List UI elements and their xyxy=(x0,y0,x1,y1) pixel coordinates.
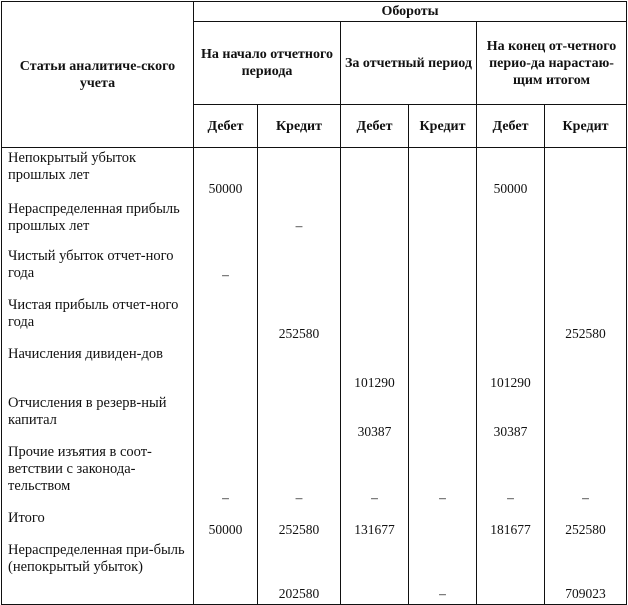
cell-value: 181677 xyxy=(490,522,531,537)
cell-value: 252580 xyxy=(565,326,606,341)
column-group-reporting-period: За отчетный период xyxy=(341,22,477,105)
table-cell xyxy=(194,393,258,442)
table-cell xyxy=(258,508,341,540)
column-header-debit: Дебет xyxy=(341,105,409,148)
cell-value: – xyxy=(582,490,589,505)
table-cell xyxy=(258,442,341,508)
row-label: Начисления дивиден-дов xyxy=(2,344,194,393)
column-header-credit: Кредит xyxy=(545,105,627,148)
cell-value: – xyxy=(439,490,446,505)
table-cell xyxy=(409,508,477,540)
table-cell xyxy=(545,393,627,442)
table-cell xyxy=(409,393,477,442)
table-cell xyxy=(545,295,627,344)
table-cell xyxy=(477,344,545,393)
table-cell xyxy=(194,344,258,393)
table-row xyxy=(2,344,627,393)
table-cell xyxy=(409,148,477,200)
table-row xyxy=(2,393,627,442)
table-cell xyxy=(409,442,477,508)
cell-value: 50000 xyxy=(493,181,528,196)
table-row xyxy=(2,148,627,200)
table-cell xyxy=(341,246,409,295)
column-header-debit: Дебет xyxy=(477,105,545,148)
cell-value: 30387 xyxy=(493,424,528,439)
row-label: Чистый убыток отчет-ного года xyxy=(2,246,194,295)
table-cell xyxy=(194,295,258,344)
table-cell xyxy=(409,246,477,295)
table-cell xyxy=(194,442,258,508)
table-cell xyxy=(545,442,627,508)
table-cell xyxy=(545,199,627,246)
table-cell xyxy=(258,344,341,393)
table-cell xyxy=(409,540,477,605)
table-header xyxy=(2,2,627,148)
table-cell xyxy=(258,148,341,200)
table-cell xyxy=(341,393,409,442)
cell-value: 202580 xyxy=(278,586,320,601)
column-header-credit: Кредит xyxy=(258,105,341,148)
table-cell xyxy=(477,295,545,344)
row-label: Чистая прибыль отчет-ного года xyxy=(2,295,194,344)
table-cell xyxy=(545,508,627,540)
table-cell xyxy=(194,199,258,246)
row-label: Нераспределенная прибыль прошлых лет xyxy=(2,199,194,246)
table-cell xyxy=(545,344,627,393)
ledger-table xyxy=(1,1,627,605)
table-cell xyxy=(477,199,545,246)
table-cell xyxy=(341,442,409,508)
row-label: Отчисления в резерв-ный капитал xyxy=(2,393,194,442)
row-label: Прочие изъятия в соот-ветствии с законода-тельством xyxy=(2,442,194,508)
table-cell xyxy=(194,540,258,605)
cell-value: 30387 xyxy=(357,424,392,439)
cell-value: 709023 xyxy=(565,586,606,601)
cell-value: 101290 xyxy=(490,375,531,390)
cell-value: – xyxy=(295,218,303,233)
cell-value: 101290 xyxy=(354,375,395,390)
cell-value: 50000 xyxy=(208,522,243,537)
table-cell xyxy=(194,148,258,200)
table-row xyxy=(2,508,627,540)
column-header-credit: Кредит xyxy=(409,105,477,148)
cell-value: – xyxy=(222,267,229,282)
table-cell xyxy=(341,508,409,540)
cell-value: – xyxy=(507,490,514,505)
table-cell xyxy=(409,295,477,344)
table-cell xyxy=(258,393,341,442)
cell-value: 252580 xyxy=(278,522,320,537)
cell-value: 252580 xyxy=(565,522,606,537)
table-row xyxy=(2,540,627,605)
column-header-turnover: Обороты xyxy=(194,2,627,22)
table-cell xyxy=(477,442,545,508)
table-cell xyxy=(341,540,409,605)
table-cell xyxy=(409,199,477,246)
table-cell xyxy=(341,148,409,200)
table-cell xyxy=(258,540,341,605)
column-group-start-period: На начало отчетного периода xyxy=(194,22,341,105)
table-cell xyxy=(341,344,409,393)
row-label: Непокрытый убыток прошлых лет xyxy=(2,148,194,200)
table-cell xyxy=(194,246,258,295)
table-cell xyxy=(545,540,627,605)
table-row xyxy=(2,442,627,508)
table-cell xyxy=(341,295,409,344)
table-cell xyxy=(477,148,545,200)
cell-value: 50000 xyxy=(208,181,243,196)
table-cell xyxy=(409,344,477,393)
table-cell xyxy=(258,246,341,295)
cell-value: – xyxy=(295,490,303,505)
column-header-article: Статьи аналитиче-ского учета xyxy=(2,2,194,148)
cell-value: – xyxy=(439,586,446,601)
table-cell xyxy=(194,508,258,540)
table-body xyxy=(2,148,627,605)
cell-value: – xyxy=(371,490,378,505)
table-row xyxy=(2,246,627,295)
table-row xyxy=(2,295,627,344)
table-cell xyxy=(477,246,545,295)
cell-value: – xyxy=(222,490,229,505)
table-cell xyxy=(545,246,627,295)
row-label: Нераспределенная при-быль (непокрытый убыток) xyxy=(2,540,194,605)
table-cell xyxy=(545,148,627,200)
column-group-end-period: На конец от-четного перио-да нарастаю-щим итогом xyxy=(477,22,627,105)
row-label: Итого xyxy=(2,508,194,540)
table-cell xyxy=(477,540,545,605)
table-cell xyxy=(477,393,545,442)
table-cell xyxy=(258,199,341,246)
table-row xyxy=(2,199,627,246)
cell-value: 131677 xyxy=(354,522,395,537)
table-cell xyxy=(477,508,545,540)
cell-value: 252580 xyxy=(278,326,320,341)
table-cell xyxy=(258,295,341,344)
table-cell xyxy=(341,199,409,246)
column-header-debit: Дебет xyxy=(194,105,258,148)
